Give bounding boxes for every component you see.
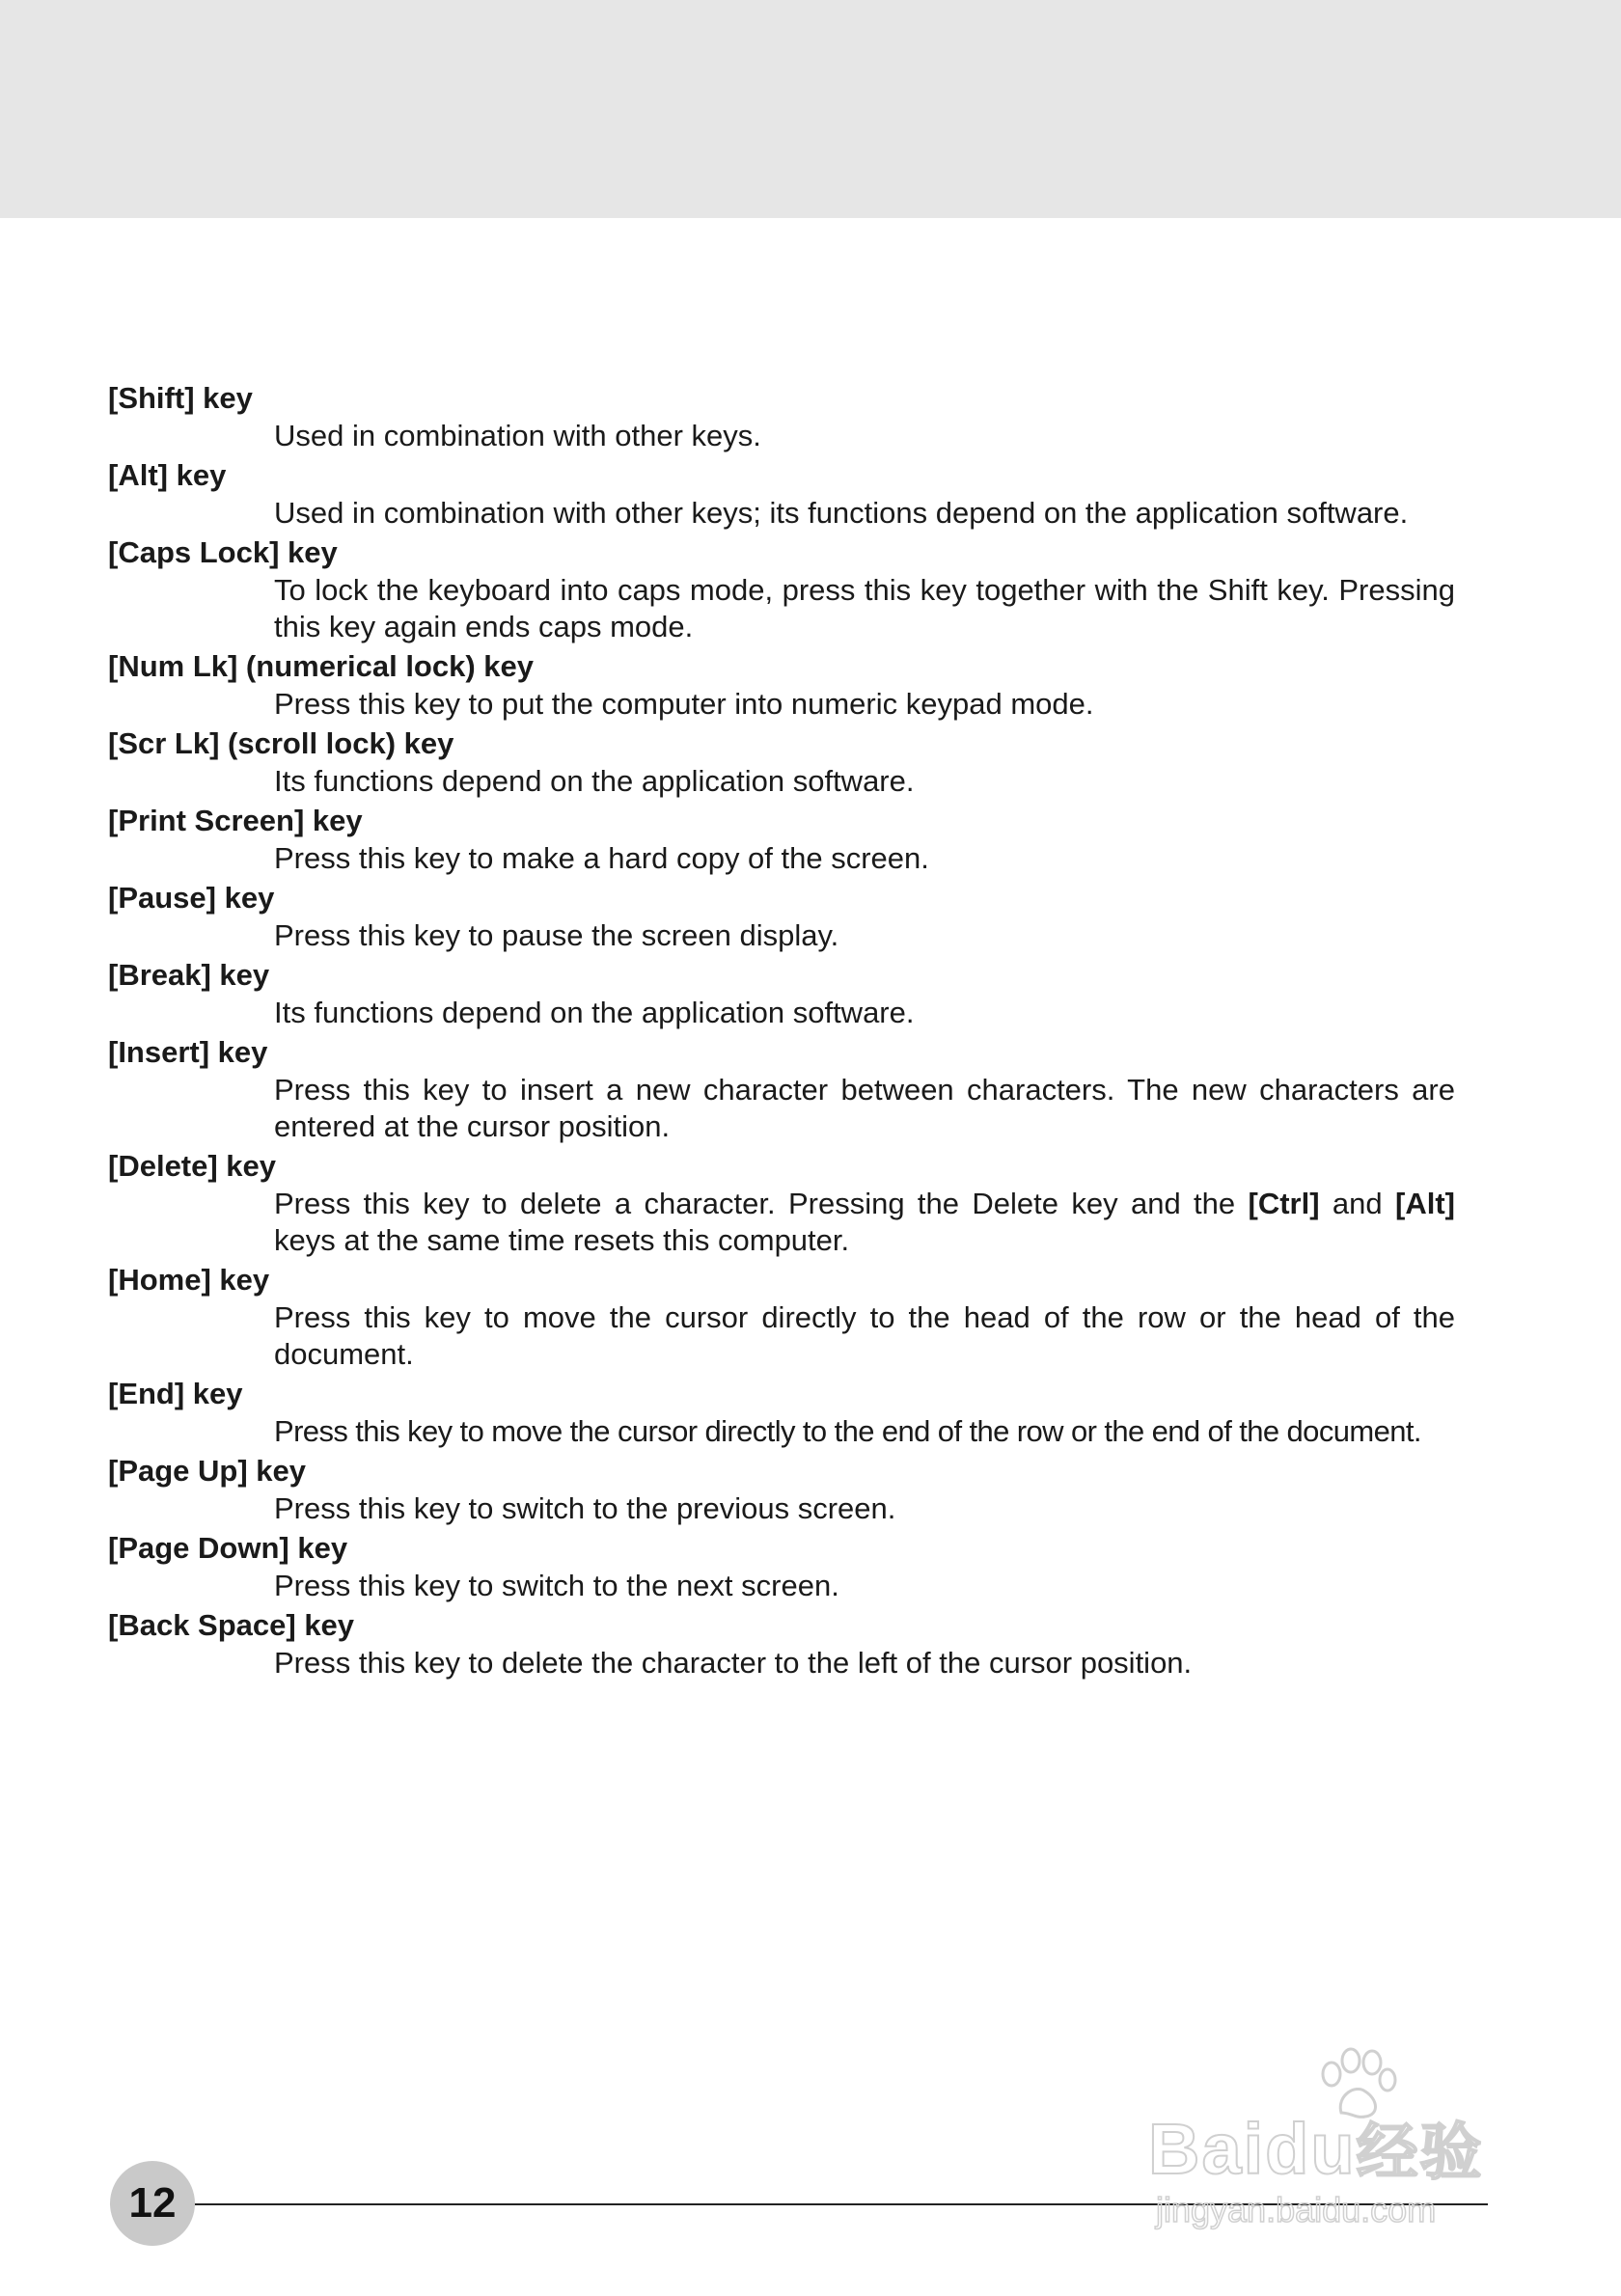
entry-pause-key — [108, 879, 1455, 954]
desc-and: and — [1319, 1187, 1396, 1220]
term: [Caps Lock] key — [108, 535, 338, 569]
entry-caps-lock-key — [108, 533, 1455, 645]
term: [Pause] key — [108, 881, 275, 915]
alt-key-ref: [Alt] — [1395, 1187, 1455, 1220]
entry-end-key — [108, 1375, 1455, 1450]
baidu-watermark — [1148, 2045, 1534, 2238]
description — [274, 1186, 1455, 1259]
description: Its functions depend on the application software. — [274, 996, 915, 1029]
watermark-url: jingyan.baidu.com — [1156, 2190, 1437, 2229]
entry-home-key — [108, 1261, 1455, 1373]
description: Press this key to make a hard copy of the screen. — [274, 841, 929, 875]
key-descriptions — [108, 379, 1455, 1683]
term: [Page Down] key — [108, 1531, 348, 1565]
description: Press this key to put the computer into numeric keypad mode. — [274, 687, 1094, 721]
description: Used in combination with other keys. — [274, 419, 761, 452]
header-band — [0, 0, 1621, 218]
entry-shift-key — [108, 379, 1455, 454]
term: [Insert] key — [108, 1035, 268, 1069]
entry-scroll-lock-key — [108, 724, 1455, 800]
description: Press this key to switch to the next screen. — [274, 1569, 839, 1602]
entry-num-lock-key — [108, 647, 1455, 723]
entry-insert-key — [108, 1033, 1455, 1145]
watermark-brand: Baidu经验 — [1148, 2109, 1484, 2189]
entry-delete-key — [108, 1147, 1455, 1259]
entry-break-key — [108, 956, 1455, 1031]
term: [Home] key — [108, 1263, 270, 1297]
term: [Shift] key — [108, 381, 253, 415]
description: Used in combination with other keys; its functions depend on the application software. — [274, 496, 1409, 530]
entry-back-space-key — [108, 1606, 1455, 1681]
description: Press this key to move the cursor directly to the end of the row or the end of the document. — [274, 1414, 1421, 1448]
term: [Page Up] key — [108, 1454, 307, 1488]
term: [Delete] key — [108, 1149, 277, 1183]
ctrl-key-ref: [Ctrl] — [1248, 1187, 1320, 1220]
term: [Num Lk] (numerical lock) key — [108, 649, 535, 683]
entry-print-screen-key — [108, 802, 1455, 877]
term: [Alt] key — [108, 458, 227, 492]
description: Press this key to insert a new character between characters. The new characters are entered at the cursor position. — [274, 1073, 1455, 1143]
description: Press this key to move the cursor directly to the head of the row or the head of the document. — [274, 1300, 1455, 1371]
description: To lock the keyboard into caps mode, press this key together with the Shift key. Pressing this key again ends caps mode. — [274, 573, 1455, 643]
term: [Back Space] key — [108, 1608, 355, 1642]
term: [Print Screen] key — [108, 804, 363, 837]
entry-page-up-key — [108, 1452, 1455, 1527]
term: [End] key — [108, 1377, 243, 1410]
description: Press this key to delete the character to the left of the cursor position. — [274, 1646, 1193, 1680]
entry-alt-key — [108, 456, 1455, 532]
description: Press this key to switch to the previous screen. — [274, 1491, 896, 1525]
description: Press this key to pause the screen display. — [274, 918, 839, 952]
entry-page-down-key — [108, 1529, 1455, 1604]
term: [Break] key — [108, 958, 270, 992]
description: Its functions depend on the application software. — [274, 764, 915, 798]
desc-after: keys at the same time resets this computer. — [274, 1223, 850, 1257]
page-number: 12 — [110, 2161, 195, 2246]
desc-before: Press this key to delete a character. Pressing the Delete key and the — [274, 1187, 1249, 1220]
term: [Scr Lk] (scroll lock) key — [108, 726, 454, 760]
